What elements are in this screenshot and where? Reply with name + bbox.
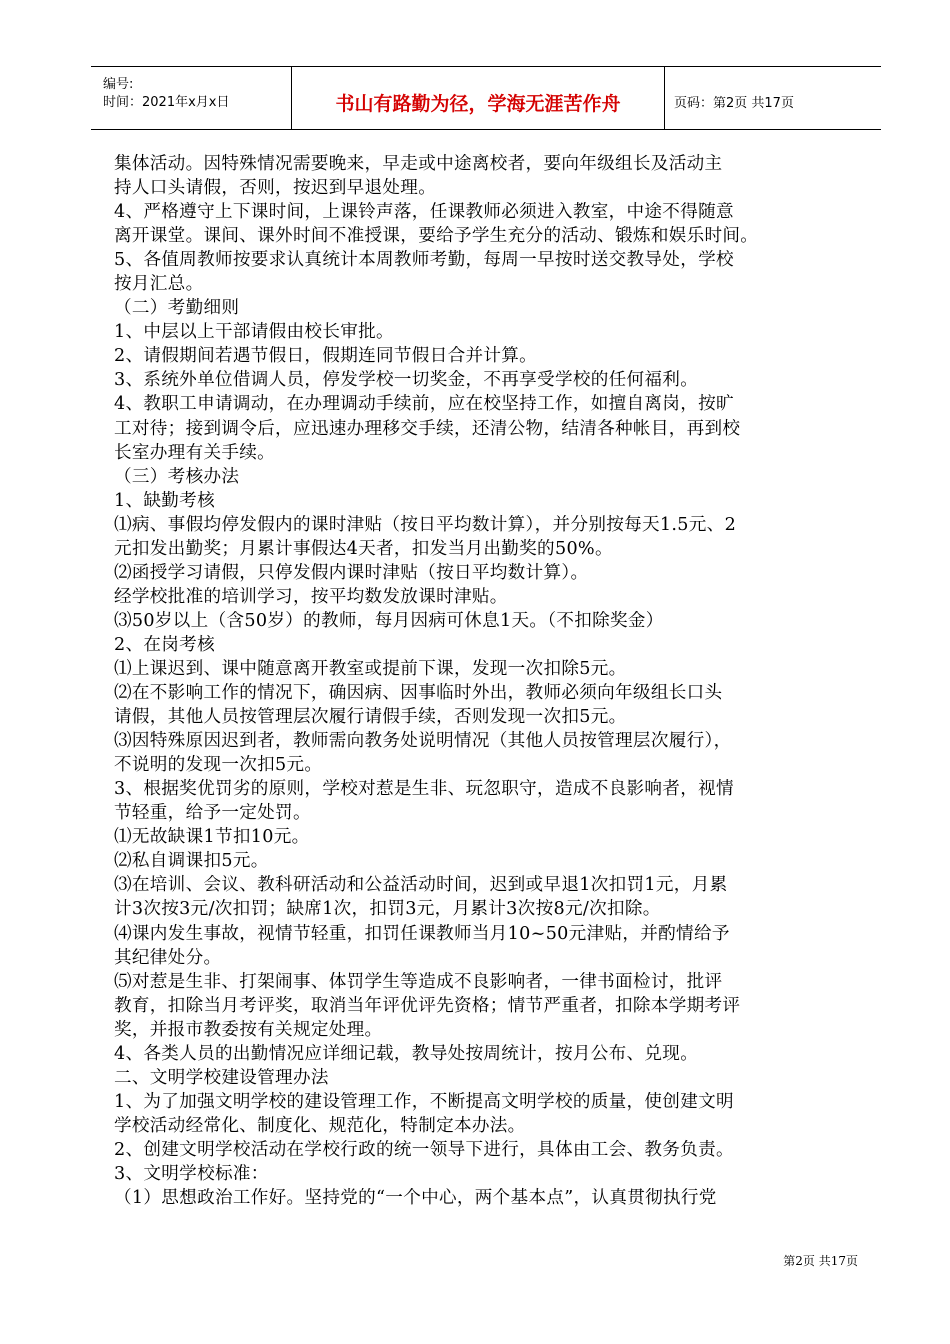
text-line: 元扣发出勤奖；月累计事假达4天者，扣发当月出勤奖的50%。 — [114, 538, 613, 559]
header-motto: 书山有路勤为径，学海无涯苦作舟 — [335, 93, 621, 115]
text-line: （三）考核办法 — [114, 466, 240, 487]
text-line: 3、根据奖优罚劣的原则，学校对惹是生非、玩忽职守，造成不良影响者，视情 — [114, 779, 734, 800]
text-line: 奖，并报市教委按有关规定处理。 — [114, 1019, 383, 1040]
document-time-label: 时间：2021年x月x日 — [103, 95, 230, 110]
text-line: 按月汇总。 — [114, 274, 204, 295]
text-line: 二、文明学校建设管理办法 — [114, 1067, 329, 1088]
text-line: （1）思想政治工作好。坚持党的“一个中心，两个基本点”，认真贯彻执行党 — [114, 1188, 717, 1209]
text-line: 集体活动。因特殊情况需要晚来，早走或中途离校者，要向年级组长及活动主 — [114, 154, 723, 174]
text-line: 离开课堂。课间、课外时间不准授课，要给予学生充分的活动、锻炼和娱乐时间。 — [114, 226, 759, 247]
text-line: ⑴病、事假均停发假内的课时津贴（按日平均数计算），并分别按每天1.5元、2 — [114, 514, 737, 535]
text-line: 4、严格遵守上下课时间，上课铃声落，任课教师必须进入教室，中途不得随意 — [114, 202, 734, 223]
text-line: 4、教职工申请调动，在办理调动手续前，应在校坚持工作，如擅自离岗，按旷 — [114, 394, 734, 415]
text-line: 其纪律处分。 — [114, 947, 222, 968]
text-line: 2、在岗考核 — [114, 634, 215, 655]
document-number-label: 编号: — [103, 77, 134, 92]
header-motto-cell — [291, 67, 665, 129]
header-page-code: 页码：第2页 共17页 — [674, 96, 794, 111]
text-line: ⑶因特殊原因迟到者，教师需向教务处说明情况（其他人员按管理层次履行）， — [114, 731, 732, 752]
text-line: 3、系统外单位借调人员，停发学校一切奖金，不再享受学校的任何福利。 — [114, 370, 699, 391]
text-line: 工对待；接到调令后，应迅速办理移交手续，还清公物，结清各种帐目，再到校 — [114, 418, 741, 439]
document-body — [114, 152, 862, 1210]
text-line: 2、请假期间若遇节假日，假期连同节假日合并计算。 — [114, 346, 538, 367]
header-meta-cell — [91, 67, 291, 129]
text-line: （二）考勤细则 — [114, 298, 240, 319]
text-line: ⑴无故缺课1节扣10元。 — [114, 827, 310, 848]
text-line: 4、各类人员的出勤情况应详细记载，教导处按周统计，按月公布、兑现。 — [114, 1043, 699, 1064]
text-line: 2、创建文明学校活动在学校行政的统一领导下进行，具体由工会、教务负责。 — [114, 1139, 734, 1160]
text-line: ⑶50岁以上（含50岁）的教师，每月因病可休息1天。（不扣除奖金） — [114, 610, 664, 631]
text-line: ⑵在不影响工作的情况下，确因病、因事临时外出，教师必须向年级组长口头 — [114, 683, 723, 704]
header-page-cell — [664, 67, 881, 129]
text-line: 计3次按3元/次扣罚；缺席1次，扣罚3元，月累计3次按8元/次扣除。 — [114, 899, 661, 920]
text-line: ⑶在培训、会议、教科研活动和公益活动时间，迟到或早退1次扣罚1元，月累 — [114, 875, 728, 896]
text-line: ⑵私自调课扣5元。 — [114, 851, 269, 872]
text-line: 请假，其他人员按管理层次履行请假手续，否则发现一次扣5元。 — [114, 707, 627, 728]
text-line: 1、中层以上干部请假由校长审批。 — [114, 322, 394, 343]
text-line: 1、缺勤考核 — [114, 490, 215, 511]
text-line: 1、为了加强文明学校的建设管理工作，不断提高文明学校的质量，使创建文明 — [114, 1091, 734, 1112]
text-line: 节轻重，给予一定处罚。 — [114, 803, 311, 824]
text-line: 不说明的发现一次扣5元。 — [114, 755, 323, 776]
text-line: 3、文明学校标准： — [114, 1163, 269, 1184]
text-line: 教育，扣除当月考评奖，取消当年评优评先资格；情节严重者，扣除本学期考评 — [114, 995, 741, 1016]
text-line: 经学校批准的培训学习，按平均数发放课时津贴。 — [114, 586, 508, 607]
text-line: 持人口头请假，否则，按迟到早退处理。 — [114, 178, 437, 199]
page-footer: 第2页 共17页 — [783, 1254, 858, 1268]
text-line: ⑸对惹是生非、打架闹事、体罚学生等造成不良影响者，一律书面检讨，批评 — [114, 971, 723, 992]
page-header — [91, 66, 881, 130]
text-line: ⑵函授学习请假，只停发假内课时津贴（按日平均数计算）。 — [114, 562, 589, 583]
text-line: ⑷课内发生事故，视情节轻重，扣罚任课教师当月10~50元津贴，并酌情给予 — [114, 923, 730, 944]
text-line: 长室办理有关手续。 — [114, 442, 276, 463]
text-line: ⑴上课迟到、课中随意离开教室或提前下课，发现一次扣除5元。 — [114, 658, 627, 679]
text-line: 5、各值周教师按要求认真统计本周教师考勤，每周一早按时送交教导处，学校 — [114, 250, 734, 271]
text-line: 学校活动经常化、制度化、规范化，特制定本办法。 — [114, 1115, 526, 1136]
